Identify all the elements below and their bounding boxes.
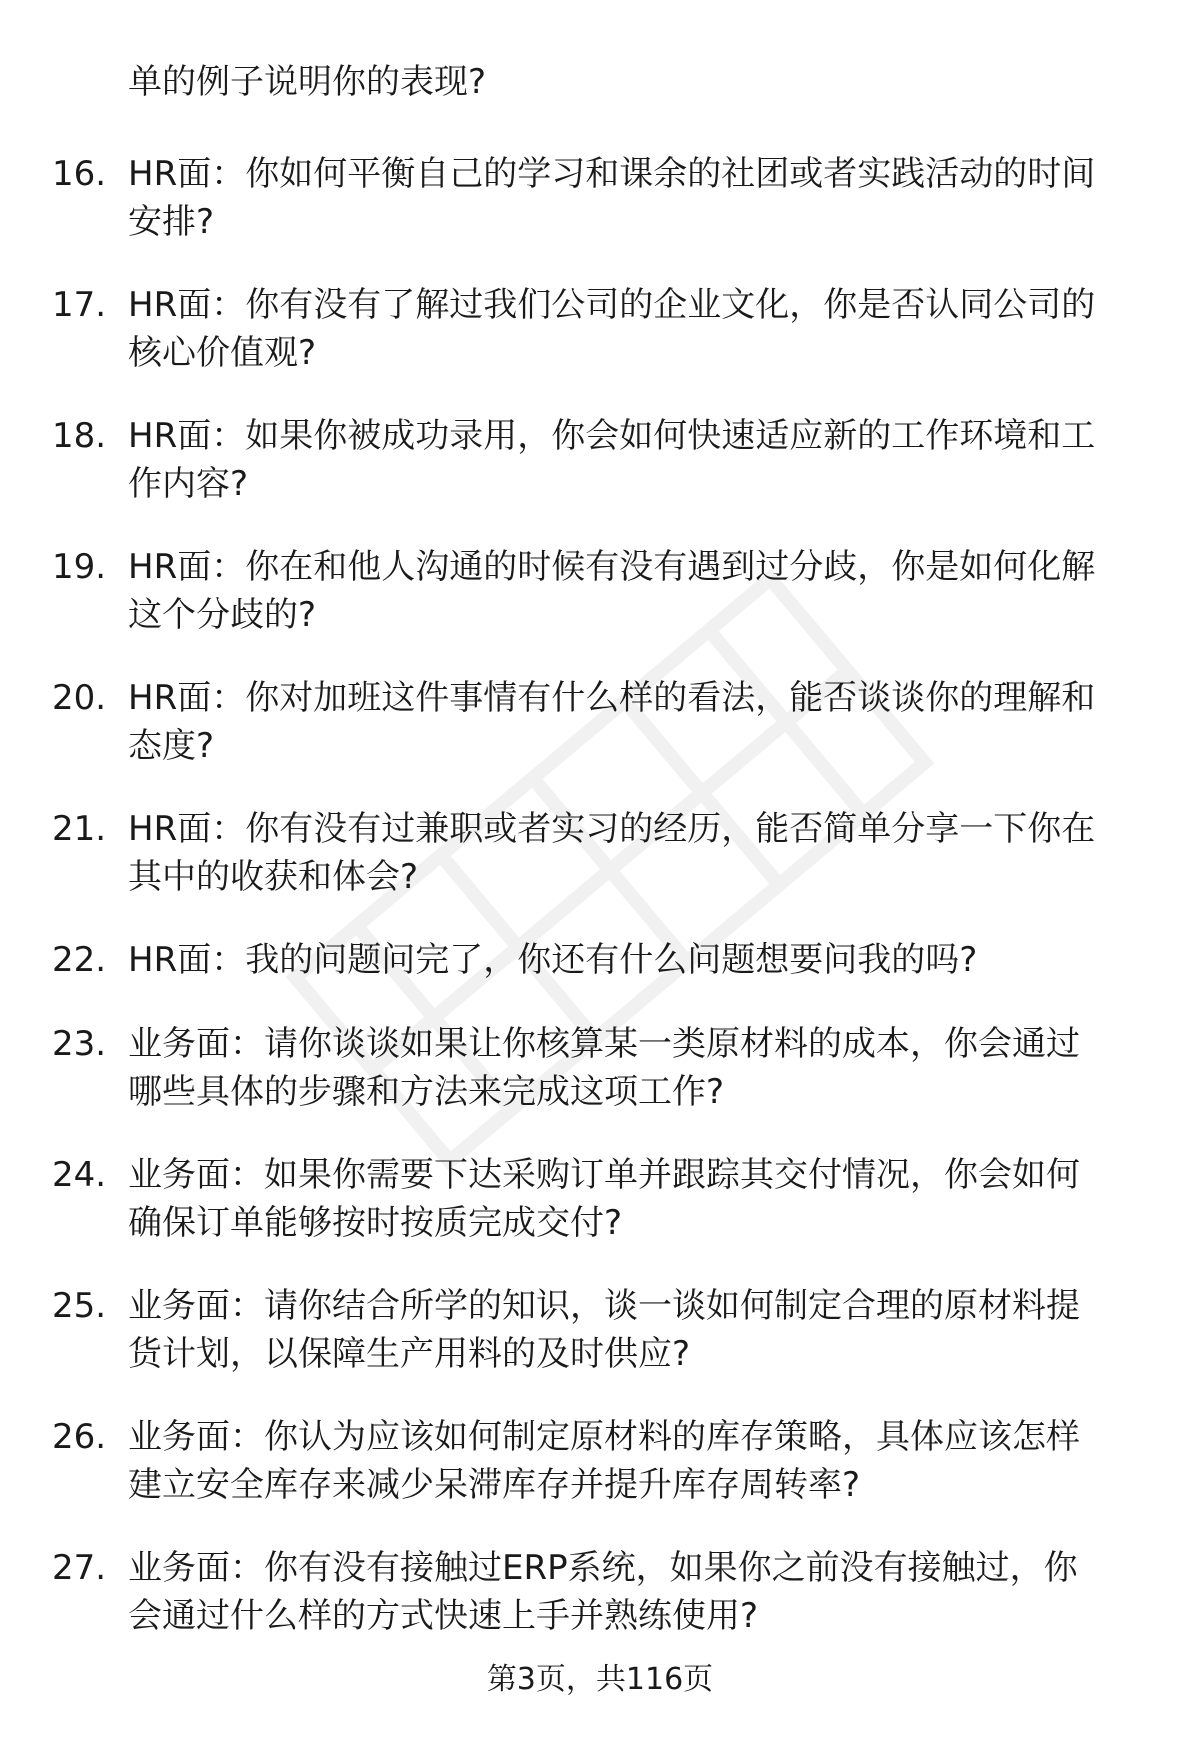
question-line: 确保订单能够按时按质完成交付? <box>128 1203 623 1243</box>
question-text <box>128 543 1158 639</box>
question-line: HR面：你有没有了解过我们公司的企业文化，你是否认同公司的 <box>128 285 1096 325</box>
question-number: 24. <box>52 1155 107 1195</box>
question-item <box>0 543 1200 674</box>
question-number: 20. <box>52 678 107 718</box>
question-line: 业务面：请你谈谈如果让你核算某一类原材料的成本，你会通过 <box>128 1024 1080 1064</box>
question-number: 22. <box>52 940 107 980</box>
question-line: 业务面：如果你需要下达采购订单并跟踪其交付情况，你会如何 <box>128 1155 1080 1195</box>
question-item <box>0 1413 1200 1544</box>
question-item <box>0 150 1200 281</box>
question-number: 19. <box>52 547 107 587</box>
question-number: 21. <box>52 809 107 849</box>
page-number-footer: 第3页，共116页 <box>486 1662 714 1697</box>
question-text <box>128 1413 1158 1509</box>
question-line: 建立安全库存来减少呆滞库存并提升库存周转率? <box>128 1465 861 1505</box>
question-item <box>0 805 1200 936</box>
question-item <box>0 1544 1200 1675</box>
question-line: HR面：你在和他人沟通的时候有没有遇到过分歧，你是如何化解 <box>128 547 1096 587</box>
question-text <box>128 281 1158 377</box>
question-item <box>0 936 1200 1020</box>
question-text <box>128 936 1158 984</box>
question-number: 16. <box>52 154 107 194</box>
question-line: 业务面：请你结合所学的知识，谈一谈如何制定合理的原材料提 <box>128 1286 1080 1326</box>
question-line: 货计划，以保障生产用料的及时供应? <box>128 1334 691 1374</box>
question-number: 17. <box>52 285 107 325</box>
question-line: 哪些具体的步骤和方法来完成这项工作? <box>128 1072 725 1112</box>
question-item <box>0 1151 1200 1282</box>
question-line: HR面：你如何平衡自己的学习和课余的社团或者实践活动的时间 <box>128 154 1096 194</box>
question-text <box>128 674 1158 770</box>
question-number: 25. <box>52 1286 107 1326</box>
question-line: HR面：我的问题问完了，你还有什么问题想要问我的吗? <box>128 940 978 980</box>
question-text <box>128 412 1158 508</box>
question-line: 态度? <box>128 726 215 766</box>
question-line: 业务面：你认为应该如何制定原材料的库存策略，具体应该怎样 <box>128 1417 1080 1457</box>
question-text <box>128 1544 1158 1640</box>
question-line: HR面：如果你被成功录用，你会如何快速适应新的工作环境和工 <box>128 416 1096 456</box>
question-text <box>128 150 1158 246</box>
question-item <box>0 674 1200 805</box>
question-text <box>128 1020 1158 1116</box>
question-item <box>0 412 1200 543</box>
question-item <box>0 281 1200 412</box>
question-line: 作内容? <box>128 464 249 504</box>
question-line: HR面：你有没有过兼职或者实习的经历，能否简单分享一下你在 <box>128 809 1096 849</box>
question-line: 业务面：你有没有接触过ERP系统，如果你之前没有接触过，你 <box>128 1548 1078 1588</box>
question-line: 安排? <box>128 202 215 242</box>
question-item <box>0 1020 1200 1151</box>
question-text <box>128 805 1158 901</box>
question-line: 其中的收获和体会? <box>128 857 419 897</box>
continued-question-text: 单的例子说明你的表现? <box>128 62 487 102</box>
question-line: HR面：你对加班这件事情有什么样的看法，能否谈谈你的理解和 <box>128 678 1096 718</box>
question-line: 核心价值观? <box>128 333 317 373</box>
question-line: 这个分歧的? <box>128 595 317 635</box>
question-text <box>128 1282 1158 1378</box>
question-number: 23. <box>52 1024 107 1064</box>
question-text <box>128 1151 1158 1247</box>
question-number: 18. <box>52 416 107 456</box>
question-list <box>0 150 1200 1675</box>
question-number: 26. <box>52 1417 107 1457</box>
question-number: 27. <box>52 1548 107 1588</box>
question-item <box>0 1282 1200 1413</box>
question-line: 会通过什么样的方式快速上手并熟练使用? <box>128 1596 759 1636</box>
